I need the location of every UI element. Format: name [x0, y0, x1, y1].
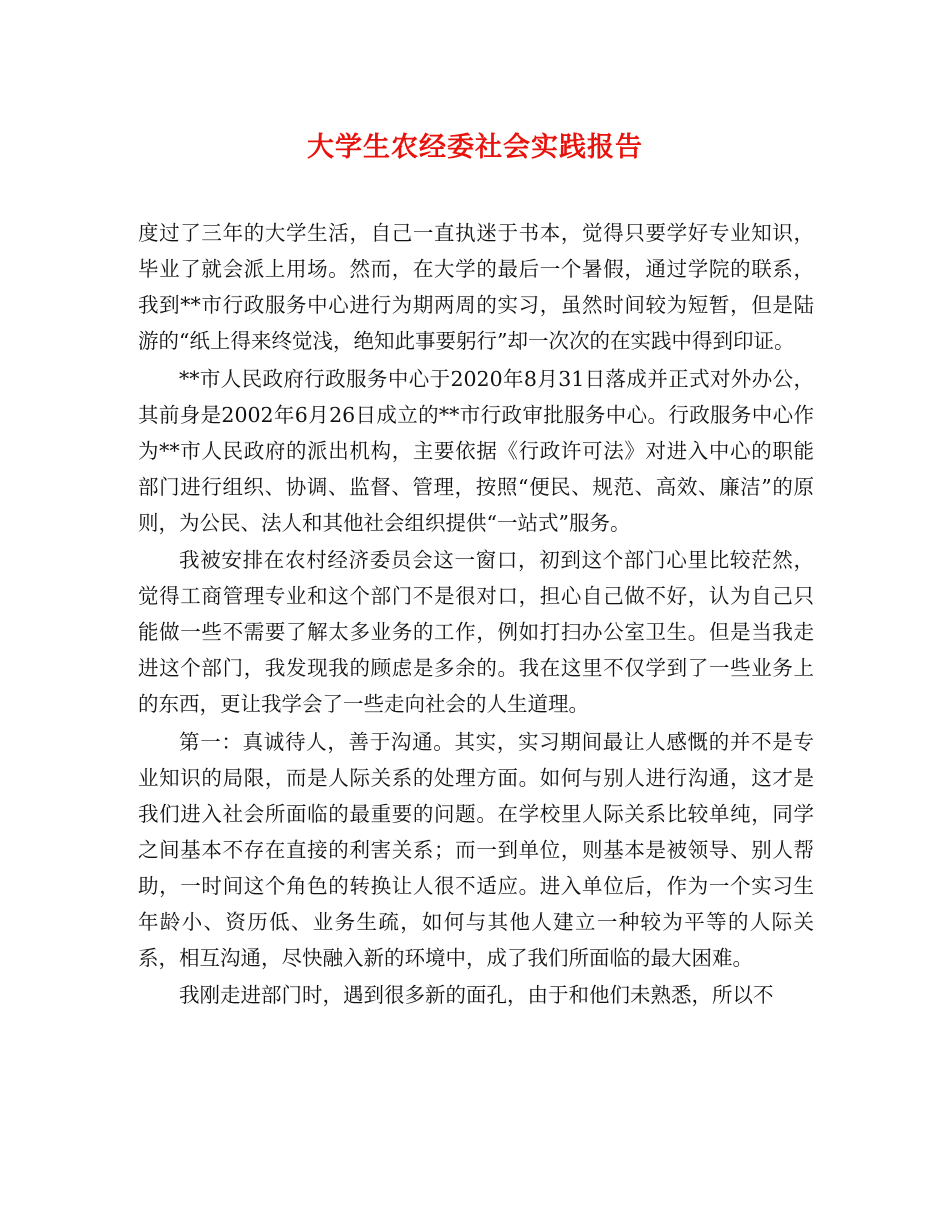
paragraph-5: 我刚走进部门时，遇到很多新的面孔，由于和他们未熟悉，所以不: [179, 983, 774, 1008]
paragraph-2: **市人民政府行政服务中心于2020年8月31日落成并正式对外办公，其前身是2002年6月26日成立的**市行政审批服务中心。行政服务中心作为**市人民政府的派出机构，主要依据《行政许可法》对进入中心的职能部门进行组织、协调、监督、管理，按照“便民、规范、高效、廉洁”的原则，为公民、法人和其他社会组织提供“一站式”服务。: [138, 366, 814, 535]
document-body: [138, 215, 814, 1015]
paragraph-3: 我被安排在农村经济委员会这一窗口，初到这个部门心里比较茫然，觉得工商管理专业和这个部门不是很对口，担心自己做不好，认为自己只能做一些不需要了解太多业务的工作，例如打扫办公室卫生。但是当我走进这个部门，我发现我的顾虑是多余的。我在这里不仅学到了一些业务上的东西，更让我学会了一些走向社会的人生道理。: [138, 548, 814, 717]
paragraph-1: 度过了三年的大学生活，自己一直执迷于书本，觉得只要学好专业知识，毕业了就会派上用场。然而，在大学的最后一个暑假，通过学院的联系，我到**市行政服务中心进行为期两周的实习，虽然时间较为短暂，但是陆游的“纸上得来终觉浅，绝知此事要躬行”却一次次的在实践中得到印证。: [138, 221, 814, 353]
document-title: 大学生农经委社会实践报告: [307, 132, 643, 163]
paragraph-4: 第一：真诚待人，善于沟通。其实，实习期间最让人感慨的并不是专业知识的局限，而是人际关系的处理方面。如何与别人进行沟通，这才是我们进入社会所面临的最重要的问题。在学校里人际关系比较单纯，同学之间基本不存在直接的利害关系；而一到单位，则基本是被领导、别人帮助，一时间这个角色的转换让人很不适应。进入单位后，作为一个实习生年龄小、资历低、业务生疏，如何与其他人建立一种较为平等的人际关系，相互沟通，尽快融入新的环境中，成了我们所面临的最大困难。: [138, 729, 814, 970]
